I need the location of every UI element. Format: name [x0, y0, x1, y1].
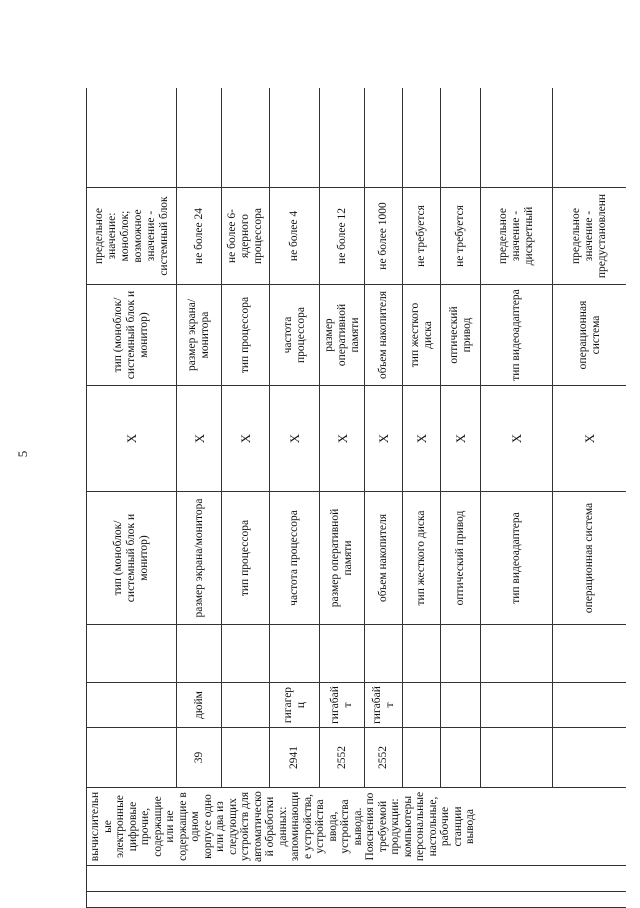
empty-cell	[270, 88, 320, 188]
table-row	[270, 88, 320, 908]
unit-cell	[403, 683, 441, 728]
value-cell: не требуется	[403, 188, 441, 285]
char-name-cell: размер оперативной памяти	[320, 492, 365, 625]
okei-code-cell	[553, 728, 627, 788]
mark-cell: X	[270, 386, 320, 492]
empty-cell	[87, 866, 627, 892]
value-cell: не более 24	[177, 188, 222, 285]
requirements-table	[86, 88, 626, 908]
description-cell: вычислительные электронные цифровые прочие, содержащие или не содержащие в одном корпусе одно или два из следующих устройств для автоматической обработки данных: запоминающие устройства, устройства ввода, устройства вывода. Пояснения по требуемой продукции: компьютеры персональные настольные, рабочие станции вывода	[87, 788, 627, 866]
table-row	[177, 88, 222, 908]
mark-cell: X	[222, 386, 270, 492]
char-name-cell: тип (моноблок/системный блок и монитор)	[87, 492, 177, 625]
char-name-cell: операционная система	[553, 492, 627, 625]
unit-cell	[481, 683, 553, 728]
empty-cell	[481, 88, 553, 188]
char-name-cell: размер экрана/монитора	[177, 492, 222, 625]
char-name-cell: частота процессора	[270, 492, 320, 625]
empty-cell	[553, 88, 627, 188]
unit-cell	[441, 683, 481, 728]
okei-code-cell	[481, 728, 553, 788]
okei-code-cell: 2552	[320, 728, 365, 788]
table-row	[441, 88, 481, 908]
value-cell: не более 12	[320, 188, 365, 285]
char-name-cell: размер экрана/монитора	[177, 285, 222, 386]
table-row	[403, 88, 441, 908]
char-name-cell: тип жесткого диска	[403, 492, 441, 625]
char-name-cell: тип процессора	[222, 285, 270, 386]
mark-cell: X	[441, 386, 481, 492]
unit-cell: дюйм	[177, 683, 222, 728]
empty-cell	[177, 625, 222, 683]
okei-code-cell: 2552	[365, 728, 403, 788]
char-name-cell: тип (моноблок/системный блок и монитор)	[87, 285, 177, 386]
rotated-table-sheet	[86, 88, 626, 908]
char-name-cell: объем накопителя	[365, 285, 403, 386]
empty-cell	[87, 625, 177, 683]
mark-cell: X	[177, 386, 222, 492]
char-name-cell: частота процессора	[270, 285, 320, 386]
empty-cell	[222, 88, 270, 188]
empty-cell	[87, 892, 627, 908]
char-name-cell: операционная система	[553, 285, 627, 386]
empty-cell	[365, 88, 403, 188]
mark-cell: X	[403, 386, 441, 492]
unit-cell	[553, 683, 627, 728]
value-cell: не более 4	[270, 188, 320, 285]
empty-cell	[365, 625, 403, 683]
okei-code-cell	[403, 728, 441, 788]
value-cell: предельное значение - дискретный	[481, 188, 553, 285]
mark-cell: X	[87, 386, 177, 492]
char-name-cell: оптический привод	[441, 285, 481, 386]
table-row	[320, 88, 365, 908]
empty-cell	[553, 625, 627, 683]
empty-cell	[403, 625, 441, 683]
okei-code-cell: 2941	[270, 728, 320, 788]
value-cell: не требуется	[441, 188, 481, 285]
okei-code-cell	[222, 728, 270, 788]
mark-cell: X	[365, 386, 403, 492]
empty-cell	[222, 625, 270, 683]
value-cell: предельное значение - предустановленн	[553, 188, 627, 285]
empty-cell	[177, 88, 222, 188]
empty-cell	[87, 683, 177, 728]
empty-cell	[403, 88, 441, 188]
unit-cell: гигабайт	[365, 683, 403, 728]
char-name-cell: тип жесткого диска	[403, 285, 441, 386]
table-row	[87, 88, 177, 908]
empty-cell	[270, 625, 320, 683]
empty-cell	[441, 625, 481, 683]
empty-cell	[441, 88, 481, 188]
char-name-cell: тип видеоадаптера	[481, 492, 553, 625]
mark-cell: X	[481, 386, 553, 492]
value-cell: предельное значение: моноблок; возможное значение - системный блок	[87, 188, 177, 285]
empty-cell	[481, 625, 553, 683]
value-cell: не более 1000	[365, 188, 403, 285]
mark-cell: X	[553, 386, 627, 492]
okei-code-cell	[441, 728, 481, 788]
table-row	[365, 88, 403, 908]
empty-cell	[87, 88, 177, 188]
table-row	[222, 88, 270, 908]
empty-cell	[320, 88, 365, 188]
unit-cell: гигагерц	[270, 683, 320, 728]
char-name-cell: тип процессора	[222, 492, 270, 625]
empty-cell	[87, 728, 177, 788]
char-name-cell: объем накопителя	[365, 492, 403, 625]
char-name-cell: размер оперативной памяти	[320, 285, 365, 386]
unit-cell	[222, 683, 270, 728]
mark-cell: X	[320, 386, 365, 492]
unit-cell: гигабайт	[320, 683, 365, 728]
value-cell: не более 6-ядерного процессора	[222, 188, 270, 285]
table-row	[481, 88, 553, 908]
page-number: 5	[15, 450, 30, 458]
table-row	[553, 88, 627, 908]
char-name-cell: оптический привод	[441, 492, 481, 625]
char-name-cell: тип видеоадаптера	[481, 285, 553, 386]
empty-cell	[320, 625, 365, 683]
okei-code-cell: 39	[177, 728, 222, 788]
